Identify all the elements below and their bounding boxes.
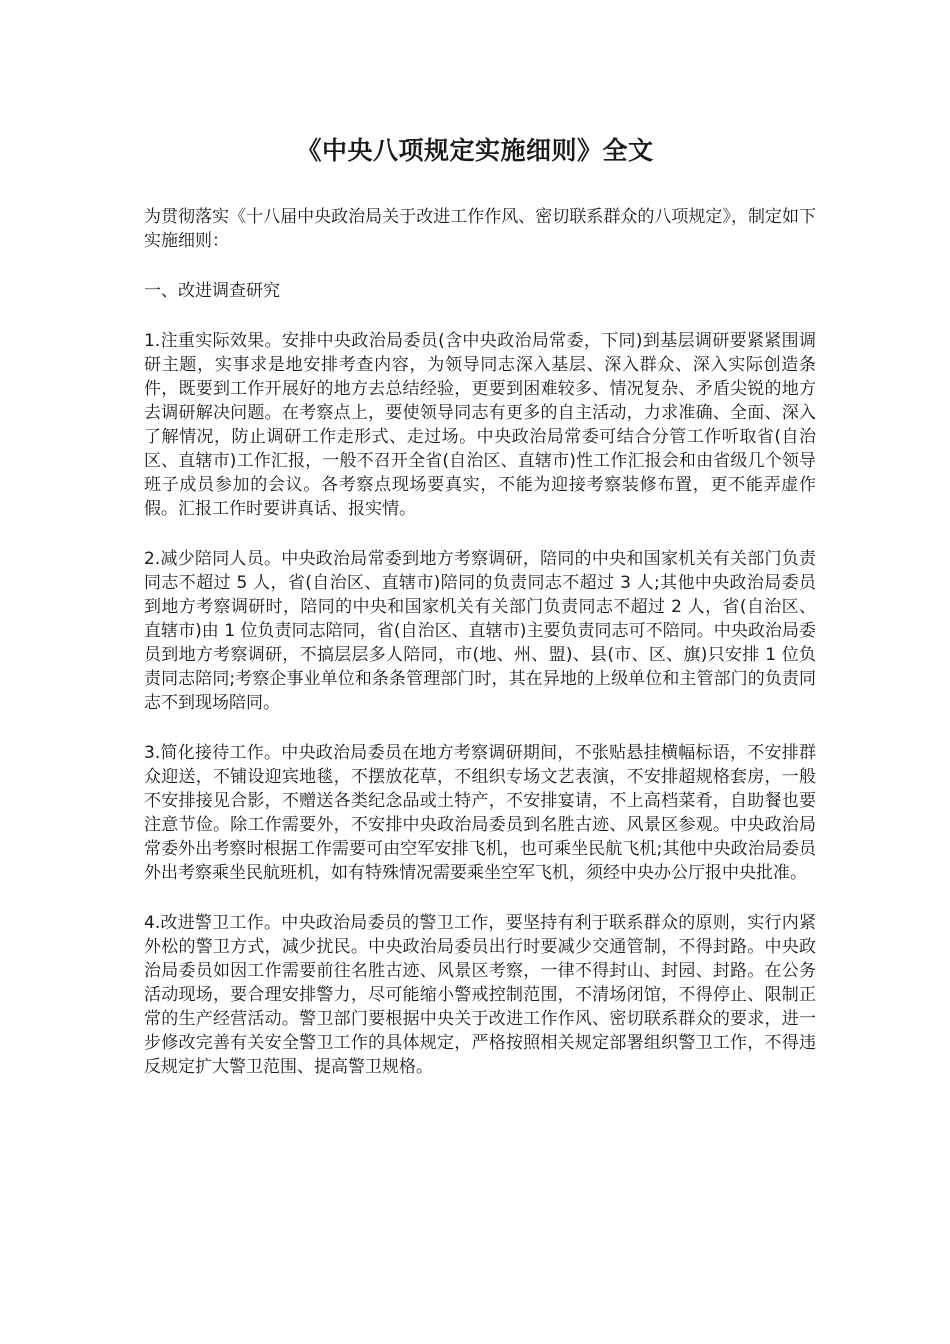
section-heading: 一、改进调查研究: [144, 281, 280, 301]
paragraph-item-1: 1.注重实际效果。安排中央政治局委员(含中央政治局常委，下同)到基层调研要紧紧围调研主题，实事求是地安排考查内容，为领导同志深入基层、深入群众、深入实际创造条件，既要到工作开展好的地方去总结经验，更要到困难较多、情况复杂、矛盾尖锐的地方去调研解决问题。在考察点上，要使领导同志有更多的自主活动，力求准确、全面、深入了解情况，防止调研工作走形式、走过场。中央政治局常委可结合分管工作听取省(自治区、直辖市)工作汇报，一般不召开全省(自治区、直辖市)性工作汇报会和由省级几个领导班子成员参加的会议。各考察点现场要真实，不能为迎接考察装修布置，更不能弄虚作假。汇报工作时要讲真话、报实情。: [144, 331, 816, 519]
paragraph-item-2: 2.减少陪同人员。中央政治局常委到地方考察调研，陪同的中央和国家机关有关部门负责同志不超过 5 人，省(自治区、直辖市)陪同的负责同志不超过 3 人;其他中央政治局委员到地方考察调研时，陪同的中央和国家机关有关部门负责同志不超过 2 人，省(自治区、直辖市)由 1 位负责同志陪同，省(自治区、直辖市)主要负责同志可不陪同。中央政治局委员到地方考察调研，不搞层层多人陪同，市(地、州、盟)、县(市、区、旗)只安排 1 位负责同志陪同;考察企事业单位和条条管理部门时，其在异地的上级单位和主管部门的负责同志不到现场陪同。: [144, 549, 816, 713]
document-title: 《中央八项规定实施细则》全文: [296, 136, 654, 165]
paragraph-item-3: 3.简化接待工作。中央政治局委员在地方考察调研期间，不张贴悬挂横幅标语，不安排群众迎送，不铺设迎宾地毯，不摆放花草，不组织专场文艺表演，不安排超规格套房，一般不安排接见合影，不赠送各类纪念品或土特产，不安排宴请，不上高档菜肴，自助餐也要注意节俭。除工作需要外，不安排中央政治局委员到名胜古迹、风景区参观。中央政治局常委外出考察时根据工作需要可由空军安排飞机，也可乘坐民航飞机;其他中央政治局委员外出考察乘坐民航班机，如有特殊情况需要乘坐空军飞机，须经中央办公厅报中央批准。: [144, 743, 816, 883]
intro-paragraph: 为贯彻落实《十八届中央政治局关于改进工作作风、密切联系群众的八项规定》，制定如下实施细则：: [144, 207, 816, 251]
paragraph-item-4: 4.改进警卫工作。中央政治局委员的警卫工作，要坚持有利于联系群众的原则，实行内紧外松的警卫方式，减少扰民。中央政治局委员出行时要减少交通管制，不得封路。中央政治局委员如因工作需要前往名胜古迹、风景区考察，一律不得封山、封园、封路。在公务活动现场，要合理安排警力，尽可能缩小警戒控制范围，不清场闭馆，不得停止、限制正常的生产经营活动。警卫部门要根据中央关于改进工作作风、密切联系群众的要求，进一步修改完善有关安全警卫工作的具体规定，严格按照相关规定部署组织警卫工作，不得违反规定扩大警卫范围、提高警卫规格。: [144, 913, 816, 1077]
document-body: [144, 205, 816, 1105]
